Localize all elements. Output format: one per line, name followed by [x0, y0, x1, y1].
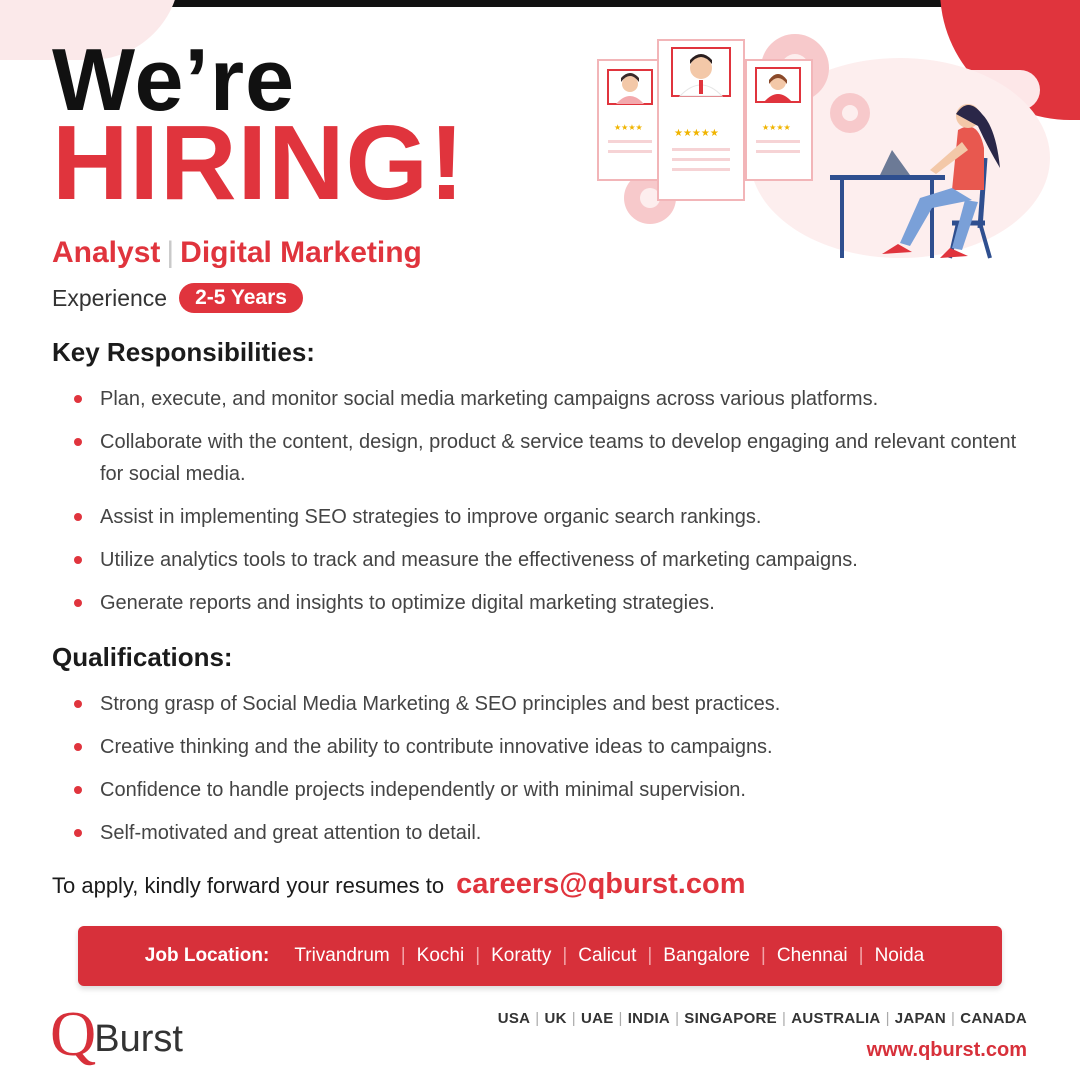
- country: AUSTRALIA: [791, 1010, 881, 1027]
- country: INDIA: [627, 1010, 671, 1027]
- hiring-illustration-icon: [580, 18, 1050, 278]
- country-separator: |: [781, 1010, 787, 1027]
- qburst-logo: [50, 998, 183, 1069]
- location-separator: |: [562, 945, 568, 966]
- logo-wordmark: Burst: [94, 1018, 183, 1060]
- responsibilities-title: Key Responsibilities:: [52, 337, 315, 367]
- location-city: Calicut: [578, 945, 637, 966]
- job-location-bar: [78, 926, 1002, 986]
- list-item: Collaborate with the content, design, product & service teams to develop engaging and relevant content for social media.: [74, 426, 1024, 490]
- country-separator: |: [535, 1010, 540, 1027]
- location-city: Chennai: [776, 945, 848, 966]
- list-item: Utilize analytics tools to track and measure the effectiveness of marketing campaigns.: [74, 544, 1024, 576]
- job-role: [52, 236, 422, 270]
- list-item: Creative thinking and the ability to contribute innovative ideas to campaigns.: [74, 731, 1024, 763]
- location-city: Trivandrum: [294, 945, 390, 966]
- logo-q-mark: Q: [50, 998, 97, 1069]
- location-label: Job Location:: [144, 945, 270, 966]
- website-link[interactable]: www.qburst.com: [866, 1039, 1027, 1061]
- responsibilities-list: [74, 383, 1024, 630]
- headline-line2: HIRING!: [52, 104, 466, 222]
- apply-email-link[interactable]: careers@qburst.com: [456, 868, 746, 900]
- location-city: Kochi: [416, 945, 465, 966]
- experience-row: [52, 283, 303, 313]
- location-separator: |: [400, 945, 406, 966]
- experience-badge: 2-5 Years: [179, 283, 303, 313]
- location-separator: |: [647, 945, 653, 966]
- location-city: Noida: [874, 945, 925, 966]
- headline-line1: We’re: [52, 30, 296, 129]
- country-separator: |: [885, 1010, 890, 1027]
- svg-text:★★★★: ★★★★: [762, 123, 791, 132]
- svg-text:★★★★★: ★★★★★: [674, 128, 719, 139]
- list-item: Strong grasp of Social Media Marketing & SEO principles and best practices.: [74, 688, 1024, 720]
- country: UAE: [580, 1010, 614, 1027]
- country: UK: [544, 1010, 567, 1027]
- qualifications-title: Qualifications:: [52, 642, 233, 672]
- country-separator: |: [618, 1010, 623, 1027]
- country-separator: |: [675, 1010, 680, 1027]
- countries-list: [498, 1010, 1027, 1027]
- location-separator: |: [858, 945, 864, 966]
- qualifications-list: [74, 688, 1024, 860]
- svg-text:★★★★: ★★★★: [614, 123, 643, 132]
- country-separator: |: [951, 1010, 956, 1027]
- apply-row: [52, 868, 746, 901]
- country: USA: [497, 1010, 531, 1027]
- list-item: Self-motivated and great attention to detail.: [74, 817, 1024, 849]
- location-city: Koratty: [491, 945, 552, 966]
- location-separator: |: [475, 945, 481, 966]
- country-separator: |: [571, 1010, 576, 1027]
- list-item: Assist in implementing SEO strategies to improve organic search rankings.: [74, 501, 1024, 533]
- list-item: Confidence to handle projects independently or with minimal supervision.: [74, 774, 1024, 806]
- role-secondary: Digital Marketing: [180, 236, 422, 269]
- role-separator: |: [166, 236, 175, 269]
- list-item: Generate reports and insights to optimize digital marketing strategies.: [74, 587, 1024, 619]
- role-primary: Analyst: [52, 236, 161, 269]
- experience-label: Experience: [52, 284, 168, 311]
- list-item: Plan, execute, and monitor social media marketing campaigns across various platforms.: [74, 383, 1024, 415]
- country: JAPAN: [894, 1010, 946, 1027]
- country: SINGAPORE: [684, 1010, 777, 1027]
- location-separator: |: [760, 945, 766, 966]
- country: CANADA: [960, 1010, 1027, 1027]
- location-city: Bangalore: [663, 945, 750, 966]
- apply-text: To apply, kindly forward your resumes to: [52, 873, 445, 898]
